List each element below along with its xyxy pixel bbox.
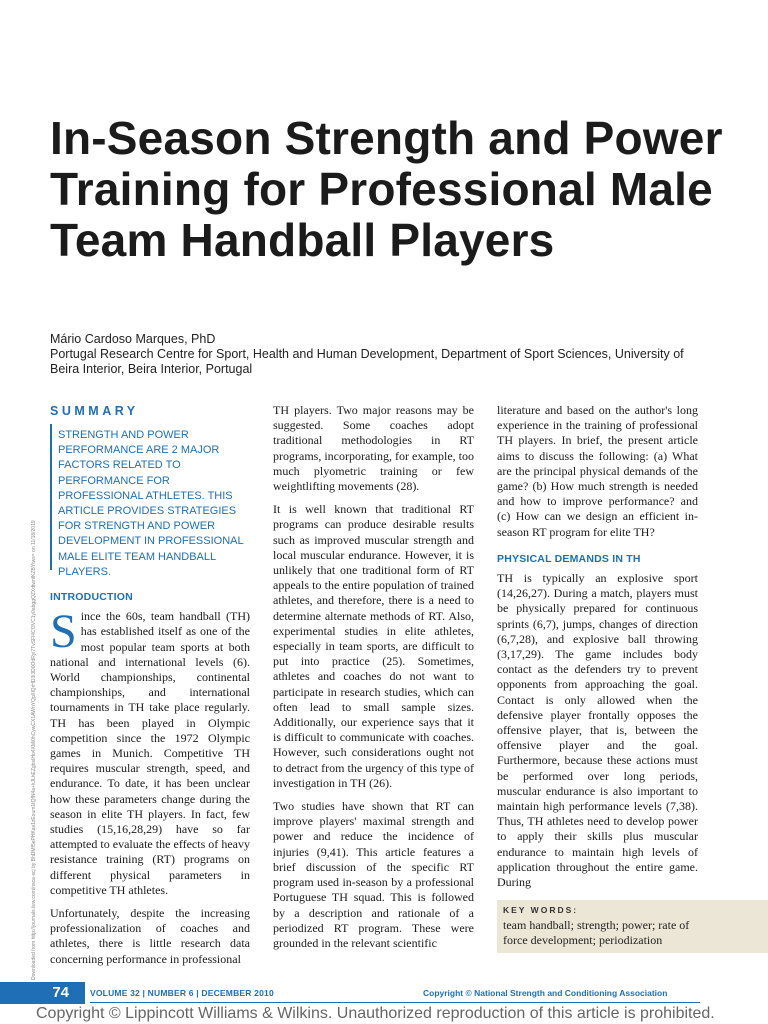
column-3 [497,403,698,898]
nsca-copyright: Copyright © National Strength and Conditioning Association [423,988,668,998]
intro-paragraph-2: Unfortunately, despite the increasing professionalization of coaches and athletes, there is little research data concerning performance in professional [50,906,250,966]
introduction-heading: INTRODUCTION [50,591,133,603]
intro-paragraph-1-text: ince the 60s, team handball (TH) has established itself as one of the most popular team sports at both national and international levels (6). World championships, continental championships, and international tournaments in TH take place regularly. TH has been played in Olympic competition since the 1972 Olympic games in Munich. Competitive TH requires muscular strength, speed, and endurance. To date, it has been unclear how these parameters change during the season in elite TH players. In fact, few studies (15,16,28,29) have so far attempted to evaluate the effects of heavy resistance training (RT) programs on different physical parameters in competitive TH athletes. [50,609,250,897]
physical-demands-heading: PHYSICAL DEMANDS IN TH [497,552,641,565]
download-watermark [31,320,41,980]
col3-paragraph-2: TH is typically an explosive sport (14,26,27). During a match, players must be physically prepared for continuous sprints (6,7), jumps, changes of direction (6,7,28), and explosive ball throwing (3,17,29). The game includes body contact as the defenders try to prevent opponents from approaching the goal. Contact is only allowed when the defensive player frontally opposes the offensive player, that is, between the offensive player and the goal. Furthermore, because these actions must be performed over long periods, muscular endurance is also important to maintain high performance levels (7,38). Thus, TH athletes need to develop power to apply their skills plus muscular endurance to maintain high levels of application throughout the entire game. During [497,571,698,890]
col2-paragraph-1: TH players. Two major reasons may be suggested. Some coaches adopt traditional methodologies in RT programs, incorporating, for example, too much plyometric training or few weightlifting movements (28). [273,403,474,494]
lww-copyright-notice: Copyright © Lippincott Williams & Wilkins. Unauthorized reproduction of this article is prohibited. [36,1005,715,1022]
article-title: In-Season Strength and Power Training for Professional Male Team Handball Players [50,112,723,266]
col3-paragraph-1: literature and based on the author's long experience in the training of professional TH players. In brief, the present article aims to discuss the following: (a) What are the principal physical demands of the game? (b) How much strength is needed and how to improve performance? and (c) How can we design an efficient in-season RT program for elite TH? [497,403,698,539]
drop-cap: S [50,605,77,659]
footer-divider [90,1002,700,1003]
summary-heading: SUMMARY [50,404,139,418]
page-number: 74 [0,982,85,1004]
keywords-text: team handball; strength; power; rate of force development; periodization [503,918,690,947]
download-note: Downloaded from http://journals.lww.com/nsca-scj by BhDMf5ePHKav1zEoum1tQfN4a+kJLhEZgbsIHo4XMi0hCywCX1AWnYQp/IlQrHD3i3D0OdRyi7TvSFl4Cf3VC1y0abggQZXdtwnfKZBYtws= on 11/18/2019 [31,520,37,980]
col2-paragraph-3: Two studies have shown that RT can improve players' maximal strength and power and reduce the incidence of injuries (9,41). This article features a brief discussion of the specific RT program used in-season by a professional Portuguese TH squad. This is followed by a description and rationale of a periodized RT program. These were grounded in the relevant scientific [273,799,474,950]
intro-paragraph-1 [50,605,250,898]
keywords-heading: KEY WORDS: [503,905,579,915]
issue-info: VOLUME 32 | NUMBER 6 | DECEMBER 2010 [90,988,274,998]
author-name: Mário Cardoso Marques, PhD [50,332,216,346]
column-1 [50,590,250,975]
column-2 [273,403,474,959]
col2-paragraph-2: It is well known that traditional RT programs can produce desirable results such as improved muscular strength and local muscular endurance. However, it is unlikely that one traditional form of RT appeals to the entire population of trained athletes, and therefore, there is a need to determine alternate methods of RT. Also, experimental studies in elite athletes, especially in team sports, are difficult to put into practice (25). Sometimes, athletes and coaches do not want to participate in research studies, which can often lead to small sample sizes. Additionally, our experience says that it is difficult to communicate with coaches. However, such considerations ought not to detract from the urgency of this type of investigation in TH (26). [273,502,474,790]
summary-text: STRENGTH AND POWER PERFORMANCE ARE 2 MAJOR FACTORS RELATED TO PERFORMANCE FOR PROFESSIONAL ATHLETES. THIS ARTICLE PROVIDES STRATEGIES FOR STRENGTH AND POWER DEVELOPMENT IN PROFESSIONAL MALE ELITE TEAM HANDBALL PLAYERS. [58,429,244,578]
author-affiliation: Portugal Research Centre for Sport, Health and Human Development, Department of Sport Sciences, University of Beira Interior, Beira Interior, Portugal [50,347,684,376]
